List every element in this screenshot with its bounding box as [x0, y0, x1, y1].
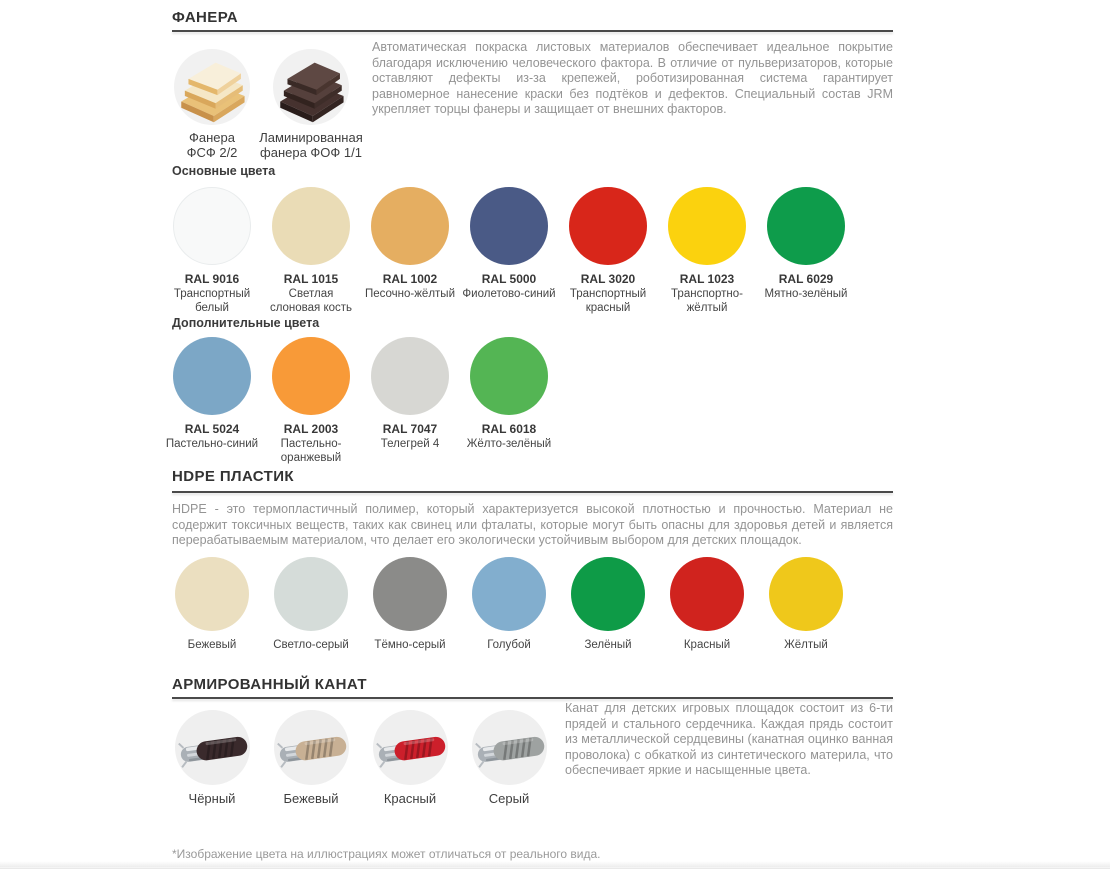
plywood-fof-image — [273, 49, 349, 125]
hdpe-divider — [172, 491, 893, 493]
color-swatch — [670, 557, 744, 631]
color-swatch — [767, 187, 845, 265]
ral-color-item — [163, 337, 261, 452]
page-bottom-shadow — [0, 861, 1110, 869]
plywood-sample-label: Фанера ФСФ 2/2 — [186, 130, 238, 160]
hdpe-color-item — [757, 557, 855, 651]
plywood-divider — [172, 30, 893, 32]
color-swatch — [274, 557, 348, 631]
ral-code: RAL 5024 — [184, 422, 240, 436]
color-swatch — [569, 187, 647, 265]
ral-name: Пастельно-оранжевый — [280, 438, 342, 464]
ral-color-item — [262, 337, 360, 465]
rope-image — [274, 710, 349, 785]
color-swatch — [272, 337, 350, 415]
plywood-section-title: ФАНЕРА — [172, 9, 239, 26]
ral-name: Телегрей 4 — [380, 438, 440, 450]
color-swatch — [371, 187, 449, 265]
ral-name: Транспортный красный — [569, 288, 647, 314]
hdpe-color-item — [559, 557, 657, 651]
hdpe-color-name: Тёмно-серый — [374, 639, 446, 651]
color-swatch — [173, 187, 251, 265]
color-swatch — [470, 187, 548, 265]
ral-name: Мятно-зелёный — [764, 288, 848, 300]
ral-color-item — [163, 187, 261, 315]
hdpe-color-item — [658, 557, 756, 651]
ral-code: RAL 2003 — [283, 422, 339, 436]
color-swatch — [173, 337, 251, 415]
ral-color-item — [460, 337, 558, 452]
rope-color-item — [460, 710, 558, 806]
rope-divider — [172, 697, 893, 699]
rope-image — [373, 710, 448, 785]
footnote: *Изображение цвета на иллюстрациях может отличаться от реального вида. — [172, 847, 601, 861]
ral-name: Песочно-жёлтый — [364, 288, 455, 300]
ral-code: RAL 6018 — [481, 422, 537, 436]
rope-color-name: Красный — [383, 791, 437, 806]
color-swatch — [373, 557, 447, 631]
primary-colors-label: Основные цвета — [172, 164, 276, 178]
ral-code: RAL 3020 — [580, 272, 636, 286]
color-swatch — [668, 187, 746, 265]
ral-name: Фиолетово-синий — [462, 288, 556, 300]
ral-name: Транспортный белый — [173, 288, 251, 314]
hdpe-color-item — [163, 557, 261, 651]
hdpe-color-item — [262, 557, 360, 651]
hdpe-color-name: Жёлтый — [784, 639, 828, 651]
rope-section-title: АРМИРОВАННЫЙ КАНАТ — [172, 676, 367, 693]
rope-image — [472, 710, 547, 785]
hdpe-description: HDPE - это термопластичный полимер, который характеризуется высокой плотностью и прочностью. Материал не содержит токсичных веществ, таких как свинец или фталаты, которые могут быть опасны для здоровья детей и является перерабатываемым материалом, что делает его экологически устойчивым выбором для детских площадок. — [172, 502, 893, 548]
ral-name: Жёлто-зелёный — [466, 438, 552, 450]
ral-code: RAL 1023 — [679, 272, 735, 286]
ral-color-item — [361, 337, 459, 452]
plywood-description: Автоматическая покраска листовых материалов обеспечивает идеальное покрытие благодаря исключению человеческого фактора. В отличие от пульверизаторов, которые оставляют дефекты из-за крепежей, роботизированная система гарантирует равномерное нанесение краски без подтёков и дефектов. Специальный состав JRM укрепляет торцы фанеры и защищает от внешних факторов. — [372, 40, 893, 117]
ral-color-item — [361, 187, 459, 302]
plywood-sample-fof — [248, 49, 374, 160]
ral-code: RAL 1015 — [283, 272, 339, 286]
hdpe-section-title: HDPE ПЛАСТИК — [172, 468, 294, 485]
ral-code: RAL 5000 — [481, 272, 537, 286]
color-swatch — [472, 557, 546, 631]
ral-code: RAL 9016 — [184, 272, 240, 286]
hdpe-color-name: Красный — [683, 639, 731, 651]
ral-color-item — [559, 187, 657, 315]
rope-color-item — [262, 710, 360, 806]
ral-code: RAL 1002 — [382, 272, 438, 286]
color-swatch — [175, 557, 249, 631]
hdpe-color-name: Голубой — [487, 639, 531, 651]
ral-color-item — [658, 187, 756, 315]
ral-color-item — [262, 187, 360, 315]
rope-color-name: Бежевый — [283, 791, 339, 806]
ral-code: RAL 6029 — [778, 272, 834, 286]
ral-code: RAL 7047 — [382, 422, 438, 436]
plywood-fsf-image — [174, 49, 250, 125]
color-swatch — [470, 337, 548, 415]
hdpe-color-name: Светло-серый — [273, 639, 349, 651]
additional-colors-label: Дополнительные цвета — [172, 316, 320, 330]
color-swatch — [371, 337, 449, 415]
rope-color-name: Серый — [488, 791, 530, 806]
hdpe-color-name: Зелёный — [584, 639, 632, 651]
color-swatch — [571, 557, 645, 631]
hdpe-color-item — [460, 557, 558, 651]
ral-name: Светлая слоновая кость — [269, 288, 353, 314]
plywood-sample-label: Ламинированная фанера ФОФ 1/1 — [259, 130, 363, 160]
rope-image — [175, 710, 250, 785]
ral-color-item — [757, 187, 855, 302]
hdpe-color-name: Бежевый — [187, 639, 237, 651]
color-swatch — [769, 557, 843, 631]
color-swatch — [272, 187, 350, 265]
ral-color-item — [460, 187, 558, 302]
rope-color-item — [163, 710, 261, 806]
ral-name: Транспортно-жёлтый — [671, 288, 743, 314]
ral-name: Пастельно-синий — [165, 438, 259, 450]
rope-color-item — [361, 710, 459, 806]
rope-color-name: Чёрный — [188, 791, 236, 806]
hdpe-color-item — [361, 557, 459, 651]
rope-description: Канат для детских игровых площадок состоит из 6-ти прядей и стального сердечника. Каждая прядь состоит из металлической сердцевины (канатная оцинко ванная проволока) с обкаткой из синтетического материла, что обеспечивает яркие и насыщенные цвета. — [565, 701, 893, 778]
